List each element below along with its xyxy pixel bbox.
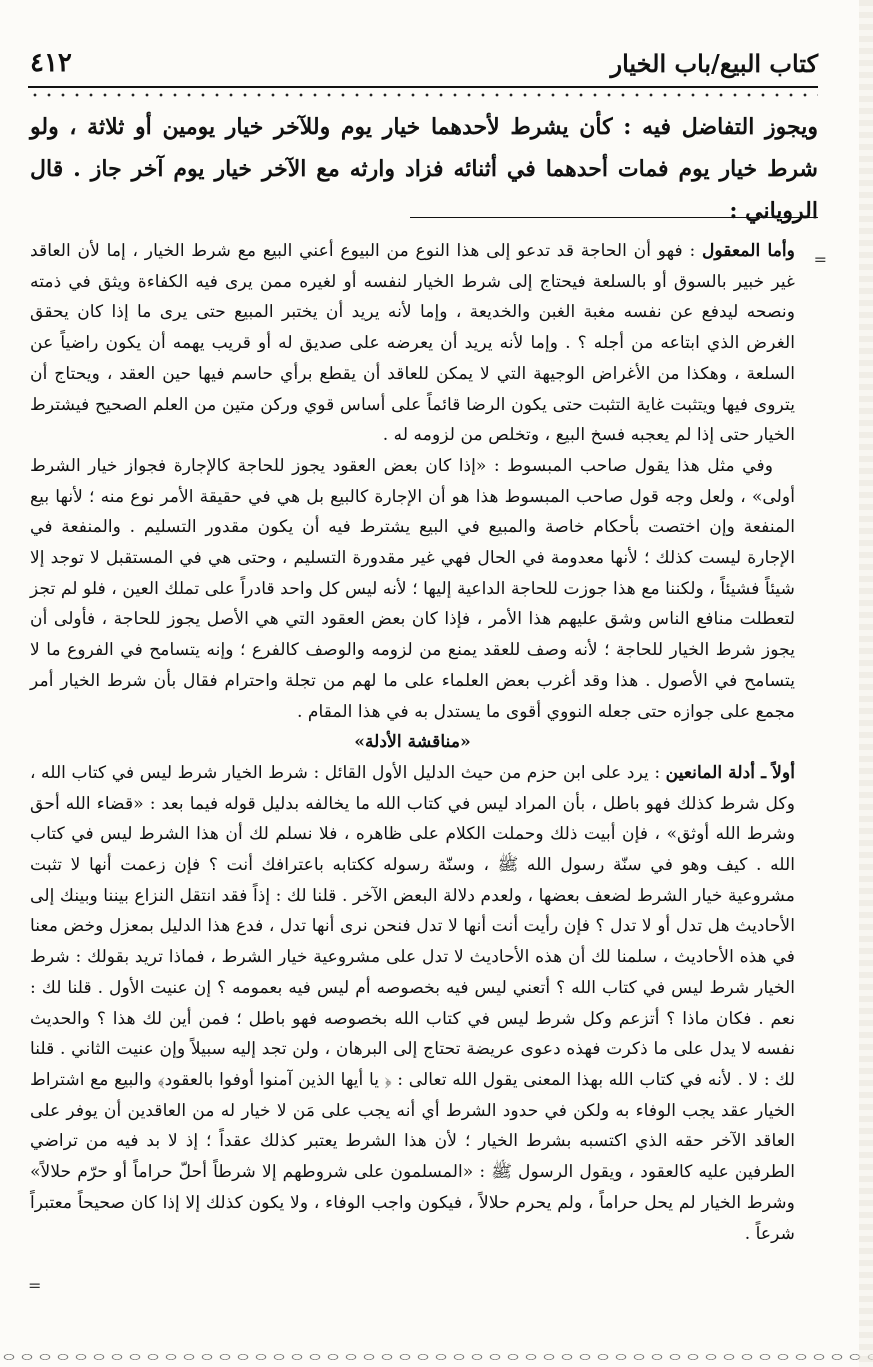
margin-mark-bottom: = — [28, 1276, 42, 1295]
paragraph-evidence — [30, 758, 795, 1249]
scan-edge — [859, 0, 873, 1367]
paragraph-text: : يرد على ابن حزم من حيث الدليل الأول القائل : شرط الخيار شرط ليس في كتاب الله ، وكل شرط كذلك فهو باطل ، بأن المراد ليس في كتاب الله ما يخالفه بدليل قوله فيما بعد : «قضاء الله أحق وشرط الله أوثق» ، فإن أبيت ذلك وحملت الكلام على ظاهره ، فلا نسلم لك أن هذا الشرط ليس في كتاب الله . كيف وهو في سنّة رسول الله ﷺ ، وسنّة رسوله ككتابه باعترافك أنت ؟ فإن زعمت أنها لا تثبت مشروعية خيار الشرط لضعف بعضها ، ولعدم دلالة البعض الآخر . قلنا لك : إذاً فقد انتقل النزاع بيننا وبينك إلى الأحاديث هل تدل أو لا تدل ؟ فإن رأيت أنت أنها لا تدل فنحن نرى أنها تدل ، فدع هذا الدليل بمعزل وخض معنا في هذه الأحاديث ، سلمنا لك أن هذه الأحاديث لا تدل على مشروعية خيار الشرط ، فماذا تريد بقولك : شرط الخيار شرط ليس في كتاب الله ؟ أتعني ليس فيه بخصوصه أم ليس فيه بعمومه ؟ إن عنيت الأول . قلنا لك : نعم . فكان ماذا ؟ أتزعم وكل شرط ليس في كتاب الله بخصوصه فهو باطل ؛ فمن أين لك هذا ؟ والحديث نفسه لا يدل على ما ذكرت فهذه دعوى عريضة تحتاج إلى البرهان ، ولن تجد إليه سبيلاً وإن عنيت الثاني . قلنا لك : لا . لأنه في كتاب الله بهذا المعنى يقول الله تعالى : ﴿ يا أيها الذين آمنوا أوفوا بالعقود﴾ والبيع مع اشتراط الخيار عقد يجب الوفاء به ولكن في حدود الشرط أي أنه يجب على مَن لا خيار له من العاقدين أن يوفر على العاقد الآخر حقه الذي اكتسبه بشرط الخيار ؛ لأن هذا الشرط يعتبر كذلك عقداً ؛ إذ لا بد فيه من تراضي الطرفين عليه كالعقود ، ويقول الرسول ﷺ : «المسلمون على شروطهم إلا شرطاً أحلّ حراماً أو حرّم حلالاً» وشرط الخيار لم يحل حراماً ، ولم يحرم حلالاً ، فيكون واجب الوفاء ، ولا يكون كذلك إلا إذا كان صحيحاً معتبراً شرعاً . — [30, 762, 795, 1244]
page-number: ٤١٢ — [30, 48, 72, 78]
section-heading: «مناقشة الأدلة» — [354, 732, 471, 753]
dotted-separator — [28, 92, 818, 98]
paragraph-mabsut: وفي مثل هذا يقول صاحب المبسوط : «إذا كان بعض العقود يجوز للحاجة كالإجارة فجواز خيار الشرط أولى» ، ولعل وجه قول صاحب المبسوط هذا هو أن الإجارة كالبيع بل هي في حقيقة الأمر نوع منه ؛ لأنها بيع المنفعة وإن اختصت بأحكام خاصة والمبيع في البيع يشترط فيه أن يكون مقدور التسليم . والمنفعة في الإجارة ليست كذلك ؛ لأنها معدومة في الحال فهي غير مقدورة التسليم ، وحتى هي في المستقبل لا توجد إلا شيئاً فشيئاً ، ولكننا مع هذا جوزت للحاجة الداعية إليها ؛ لأنه ليس كل واحد قادراً على تملك العين ، فلو لم تجز لتعطلت منافع الناس وشق عليهم هذا الأمر ، فإذا كان بعض العقود التي هي الأصل يجوز للحاجة ، فأولى أن يجوز شرط الخيار للحاجة ؛ لأنه وصف للعقد يمنع من لزومه والوصف كالفرع ؛ وإنه يتسامح في الفروع ما لا يتسامح في الأصول . هذا وقد أغرب بعض العلماء على ما لهم من تجلة واحترام فقال بأن شرط الخيار أمر مجمع على جوازه حتى جعله النووي أقوى ما يستدل به في هذا المقام . — [30, 455, 795, 722]
commentary-body — [30, 236, 795, 1249]
paragraph-lead: أولاً ـ أدلة المانعين — [665, 762, 795, 783]
margin-mark-top: = — [813, 250, 827, 269]
paragraph-text: : فهو أن الحاجة قد تدعو إلى هذا النوع من البيوع أعني البيع مع شرط الخيار ، إما لأن العاقد غير خبير بالسوق أو بالسلعة فيحتاج إلى شرط الخيار لنفسه أو لغيره ممن يرى فيه الكفاءة ويثق في ذمته ونصحه ليدفع عن نفسه مغبة الغبن والخديعة ، وإما لأنه يريد أن يختبر المبيع حتى يرى ما إذا كان يحقق الغرض الذي ابتاعه من أجله ؟ . وإما لأنه يريد أن يعرضه على صديق له أو قريب يهمه أن يكون راضياً عن السلعة ، وهكذا من الأغراض الوجيهة التي لا يمكن للعاقد أن يقطع برأي حاسم فيها حين العقد ، ويحتاج أن يتروى فيها ويتثبت غاية التثبت حتى يكون الرضا قائماً على أساس قوي وركن متين من العلم الصحيح فيشترط الخيار حتى إذا لم يعجبه فسخ البيع ، وتخلص من لزومه له . — [30, 241, 795, 446]
header-rule — [28, 86, 818, 88]
running-header — [30, 40, 818, 86]
paragraph-reasoning — [30, 236, 795, 451]
decorative-border — [0, 1345, 873, 1367]
matn-text: ويجوز التفاضل فيه : كأن يشرط لأحدهما خيار يوم وللآخر خيار يومين أو ثلاثة ، ولو شرط خيار يوم فمات أحدهما في أثنائه فزاد وارثه مع الآخر خيار يوم آخر جاز . قال الروياني : — [30, 114, 818, 224]
header-title: كتاب البيع/باب الخيار — [610, 48, 818, 78]
matn-separator — [410, 217, 818, 218]
paragraph-lead: وأما المعقول — [701, 241, 795, 261]
